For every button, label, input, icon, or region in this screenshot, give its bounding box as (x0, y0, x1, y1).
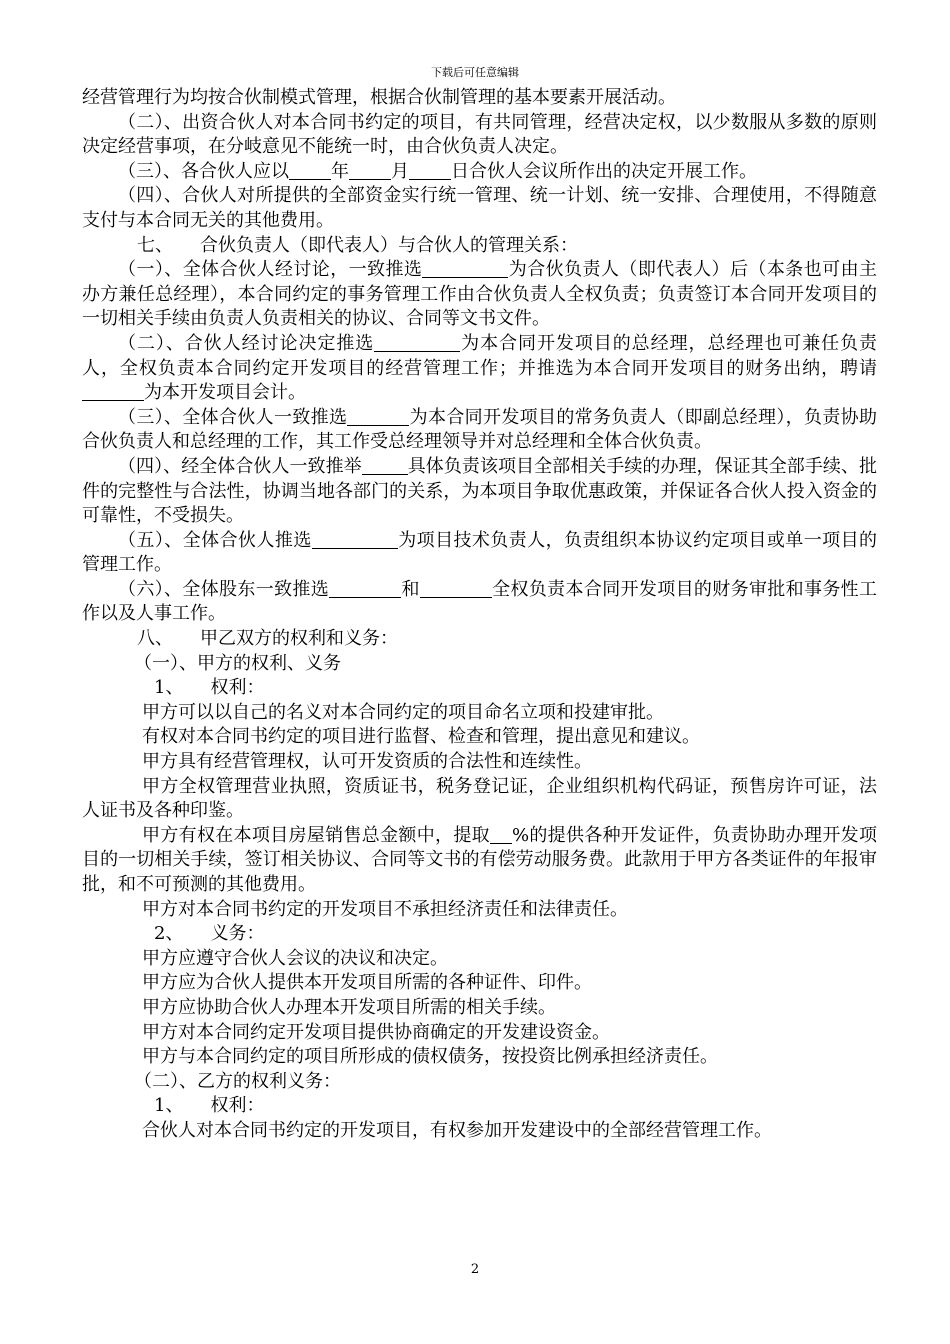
blank (82, 382, 144, 401)
paragraph: 甲方可以以自己的名义对本合同约定的项目命名立项和投建审批。 (142, 701, 664, 723)
blank (374, 333, 460, 352)
section-heading: 八、 甲乙双方的权利和义务： (137, 628, 398, 650)
paragraph: （二）、合伙人经讨论决定推选 为本合同开发项目的总经理，总经理也可兼任负责人，全权负责本合同约定开发项目的经营管理工作；并推选为本合同开发项目的财务出纳，聘请为本开发项目会计。 (82, 332, 878, 404)
blank (420, 579, 492, 598)
paragraph: （四）、合伙人对所提供的全部资金实行统一管理、统一计划、统一安排、合理使用，不得随意支付与本合同无关的其他费用。 (82, 185, 877, 231)
paragraph: （一）、全体合伙人经讨论，一致推选 为合伙负责人（即代表人）后（本条也可由主办方兼任总经理），本合同约定的事务管理工作由合伙负责人全权负责；负责签订本合同开发项目的一切相关手续由负责人负责相关的协议、合同等文书文件。 (82, 259, 878, 330)
paragraph: （三）、全体合伙人一致推选 为本合同开发项目的常务负责人（即副总经理），负责协助合伙负责人和总经理的工作，其工作受总经理领导并对总经理和全体合伙负责。 (82, 406, 878, 453)
blank (490, 825, 512, 844)
subsection-heading: （二）、乙方的权利义务： (134, 1070, 341, 1092)
paragraph: （四）、经全体合伙人一致推举 具体负责该项目全部相关手续的办理，保证其全部手续、批件的完整性与合法性，协调当地各部门的关系，为本项目争取优惠政策，并保证各合伙人投入资金的可靠性，不受损失。 (82, 455, 878, 527)
section-heading: 七、 合伙负责人（即代表人）与合伙人的管理关系： (137, 234, 578, 256)
paragraph: 甲方具有经营管理权，认可开发资质的合法性和连续性。 (142, 751, 592, 773)
page-header: 下载后可任意编辑 (431, 66, 519, 79)
paragraph: 甲方全权管理营业执照，资质证书，税务登记证，企业组织机构代码证，预售房许可证，法人证书及各种印鉴。 (82, 775, 877, 822)
paragraph: 甲方应协助合伙人办理本开发项目所需的相关手续。 (142, 996, 556, 1018)
paragraph: 甲方应遵守合伙人会议的决议和决定。 (142, 947, 448, 969)
blank (347, 407, 409, 426)
blank (329, 579, 401, 598)
blank (289, 161, 331, 180)
paragraph: （三）、各合伙人应以 年 月 日合伙人会议所作出的决定开展工作。 (118, 160, 757, 182)
paragraph: （六）、全体股东一致推选 和 全权负责本合同开发项目的财务审批和事务性工作以及人事工作。 (82, 578, 878, 625)
paragraph: 甲方应为合伙人提供本开发项目所需的各种证件、印件。 (142, 972, 592, 994)
paragraph: 甲方对本合同约定开发项目提供协商确定的开发建设资金。 (142, 1021, 610, 1043)
blank (349, 161, 391, 180)
document-body (82, 86, 877, 1144)
item-heading: 1、 权利： (154, 677, 265, 699)
blank (312, 530, 398, 549)
blank (422, 259, 508, 278)
paragraph: 甲方与本合同约定的项目所形成的债权债务，按投资比例承担经济责任。 (142, 1046, 718, 1068)
paragraph: 甲方对本合同书约定的开发项目不承担经济责任和法律责任。 (142, 898, 628, 920)
paragraph: 甲方有权在本项目房屋销售总金额中，提取 %的提供各种开发证件，负责协助办理开发项目的一切相关手续，签订相关协议、合同等文书的有偿劳动服务费。此款用于甲方各类证件的年报审批，和不可预测的其他费用。 (82, 824, 878, 895)
paragraph: （二）、出资合伙人对本合同书约定的项目，有共同管理，经营决定权，以少数服从多数的原则决定经营事项，在分岐意见不能统一时，由合伙负责人决定。 (82, 111, 877, 158)
subsection-heading: （一）、甲方的权利、义务 (134, 652, 341, 674)
item-heading: 1、 权利： (154, 1095, 265, 1117)
blank (362, 456, 408, 475)
paragraph: 经营管理行为均按合伙制模式管理，根据合伙制管理的基本要素开展活动。 (82, 87, 676, 108)
paragraph: 有权对本合同书约定的项目进行监督、检查和管理，提出意见和建议。 (142, 726, 700, 748)
page-number: 2 (470, 1262, 480, 1277)
blank (409, 161, 451, 180)
paragraph: 合伙人对本合同书约定的开发项目，有权参加开发建设中的全部经营管理工作。 (142, 1119, 772, 1141)
item-heading: 2、 义务： (154, 923, 265, 945)
paragraph: （五）、全体合伙人推选 为项目技术负责人，负责组织本协议约定项目或单一项目的管理工作。 (82, 529, 878, 576)
